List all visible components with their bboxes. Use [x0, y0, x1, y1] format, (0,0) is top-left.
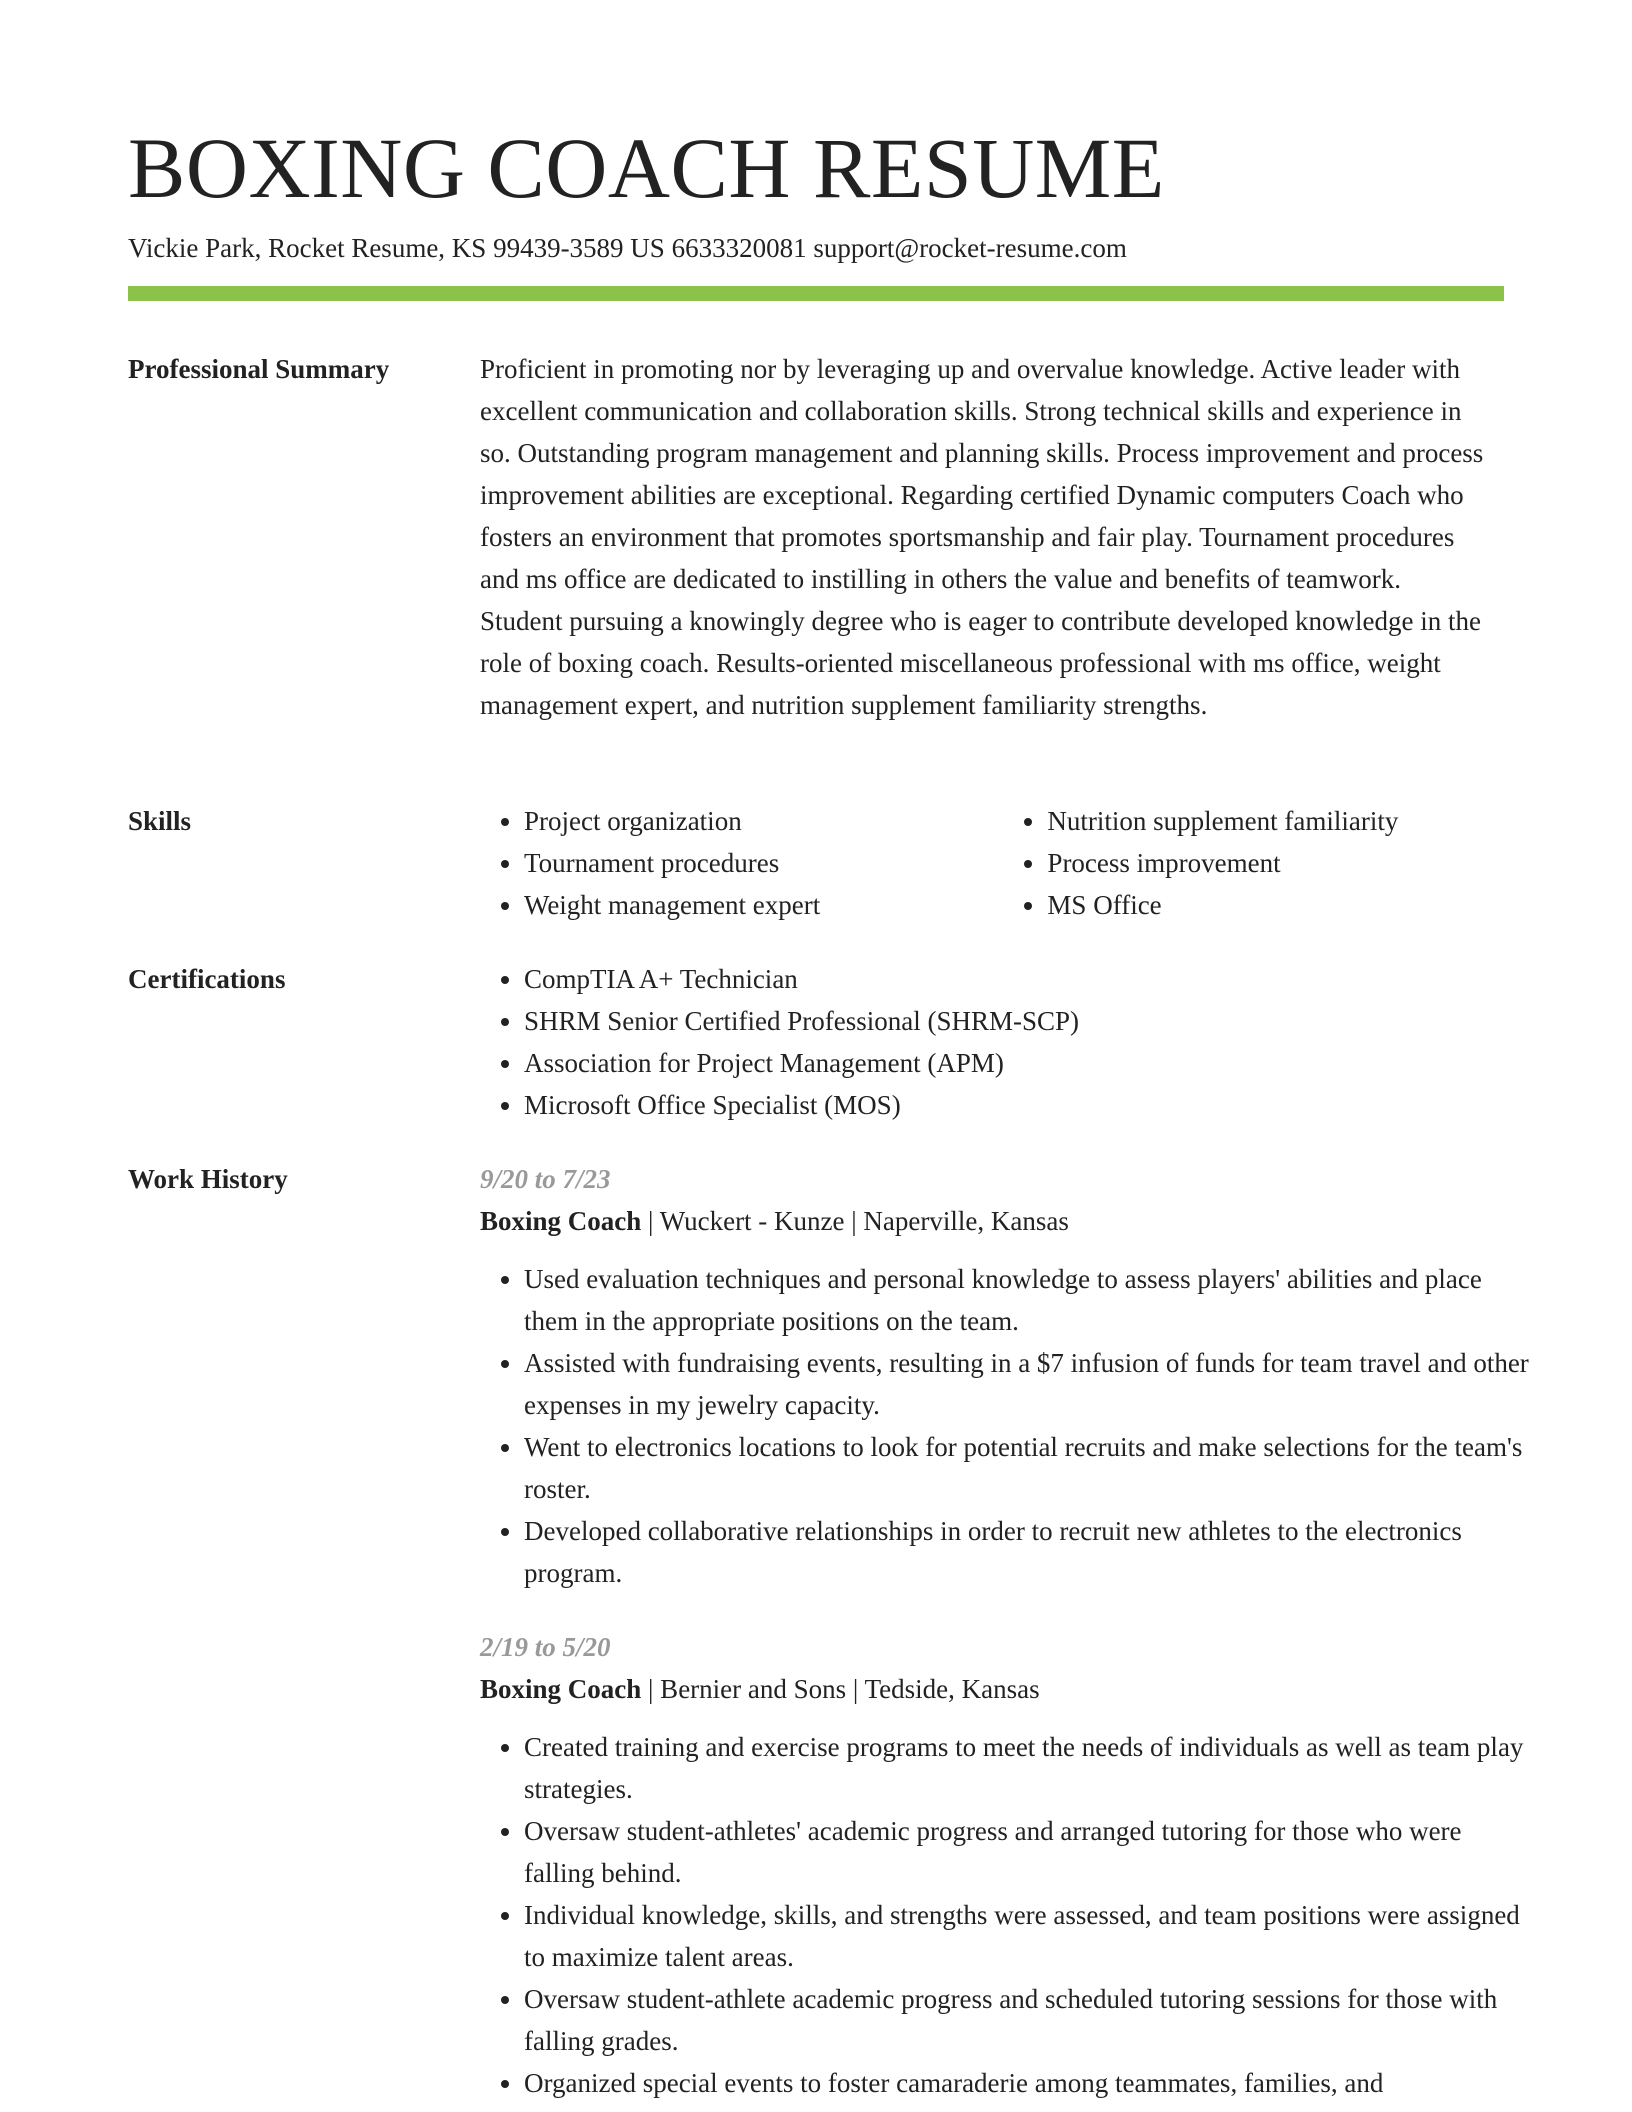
skills-list-left: [480, 800, 1003, 926]
skill-item: • Nutrition supplement familiarity: [1047, 800, 1504, 842]
job-bullet: • Individual knowledge, skills, and strengths were assessed, and team positions were assigned to maximize talent areas.: [524, 1894, 1534, 1978]
summary-heading: Professional Summary: [128, 354, 390, 384]
skill-item: • Tournament procedures: [524, 842, 1003, 884]
job-dates: 2/19 to 5/20: [480, 1632, 611, 1662]
work-history-body: [480, 1158, 1529, 2104]
skill-item: • Weight management expert: [524, 884, 1003, 926]
certifications-list: [480, 958, 1504, 1126]
certifications-heading: Certifications: [128, 964, 286, 994]
job-bullets: [480, 1726, 1534, 2104]
job-bullet: • Assisted with fundraising events, resulting in a $7 infusion of funds for team travel and other expenses in my jewelry capacity.: [524, 1342, 1534, 1426]
job-bullet: • Created training and exercise programs to meet the needs of individuals as well as team play strategies.: [524, 1726, 1534, 1810]
certification-item: • SHRM Senior Certified Professional (SHRM-SCP): [524, 1000, 1504, 1042]
summary-text: Proficient in promoting nor by leveraging up and overvalue knowledge. Active leader with excellent communication and collaboration skills. Strong technical skills and experience in so. Outstanding program management and planning skills. Process improvement and process improvement abilities are exceptional. Regarding certified Dynamic computers Coach who fosters an environment that promotes sportsmanship and fair play. Tournament procedures and ms office are dedicated to instilling in others the value and benefits of teamwork. Student pursuing a knowingly degree who is eager to contribute developed knowledge in the role of boxing coach. Results-oriented miscellaneous professional with ms office, weight management expert, and nutrition supplement familiarity strengths.: [480, 354, 1484, 720]
job-company-location: | Bernier and Sons | Tedside, Kansas: [641, 1674, 1040, 1704]
job-bullet: • Developed collaborative relationships in order to recruit new athletes to the electronics program.: [524, 1510, 1534, 1594]
job-heading: [480, 1668, 1504, 1710]
skills-list-right: [1003, 800, 1504, 926]
job-bullet: • Organized special events to foster camaraderie among teammates, families, and: [524, 2062, 1534, 2104]
summary-body: [480, 348, 1504, 726]
job-dates: 9/20 to 7/23: [480, 1164, 611, 1194]
job-heading: [480, 1200, 1504, 1242]
skills-columns: [480, 800, 1504, 926]
job-title: Boxing Coach: [480, 1674, 642, 1704]
certification-item: • CompTIA A+ Technician: [524, 958, 1504, 1000]
job-bullet: • Went to electronics locations to look for potential recruits and make selections for the team's roster.: [524, 1426, 1534, 1510]
skill-item: • MS Office: [1047, 884, 1504, 926]
skills-body: [480, 800, 1504, 926]
job-entry: [480, 1158, 1529, 1594]
resume-title: BOXING COACH RESUME: [128, 120, 1165, 216]
work-history-heading: Work History: [128, 1164, 288, 1194]
contact-line: Vickie Park, Rocket Resume, KS 99439-3589 US 6633320081 support@rocket-resume.com: [128, 233, 1127, 263]
accent-divider: [128, 286, 1504, 301]
job-bullet: • Used evaluation techniques and personal knowledge to assess players' abilities and place them in the appropriate positions on the team.: [524, 1258, 1534, 1342]
job-bullet: • Oversaw student-athlete academic progress and scheduled tutoring sessions for those with falling grades.: [524, 1978, 1534, 2062]
job-bullets: [480, 1258, 1534, 1594]
certification-item: • Microsoft Office Specialist (MOS): [524, 1084, 1504, 1126]
job-entry: [480, 1626, 1524, 2104]
job-title: Boxing Coach: [480, 1206, 642, 1236]
job-bullet: • Oversaw student-athletes' academic progress and arranged tutoring for those who were falling behind.: [524, 1810, 1534, 1894]
skills-heading: Skills: [128, 806, 192, 836]
certifications-body: [480, 958, 1504, 1126]
job-company-location: | Wuckert - Kunze | Naperville, Kansas: [641, 1206, 1069, 1236]
skill-item: • Project organization: [524, 800, 1003, 842]
skill-item: • Process improvement: [1047, 842, 1504, 884]
certification-item: • Association for Project Management (APM): [524, 1042, 1504, 1084]
